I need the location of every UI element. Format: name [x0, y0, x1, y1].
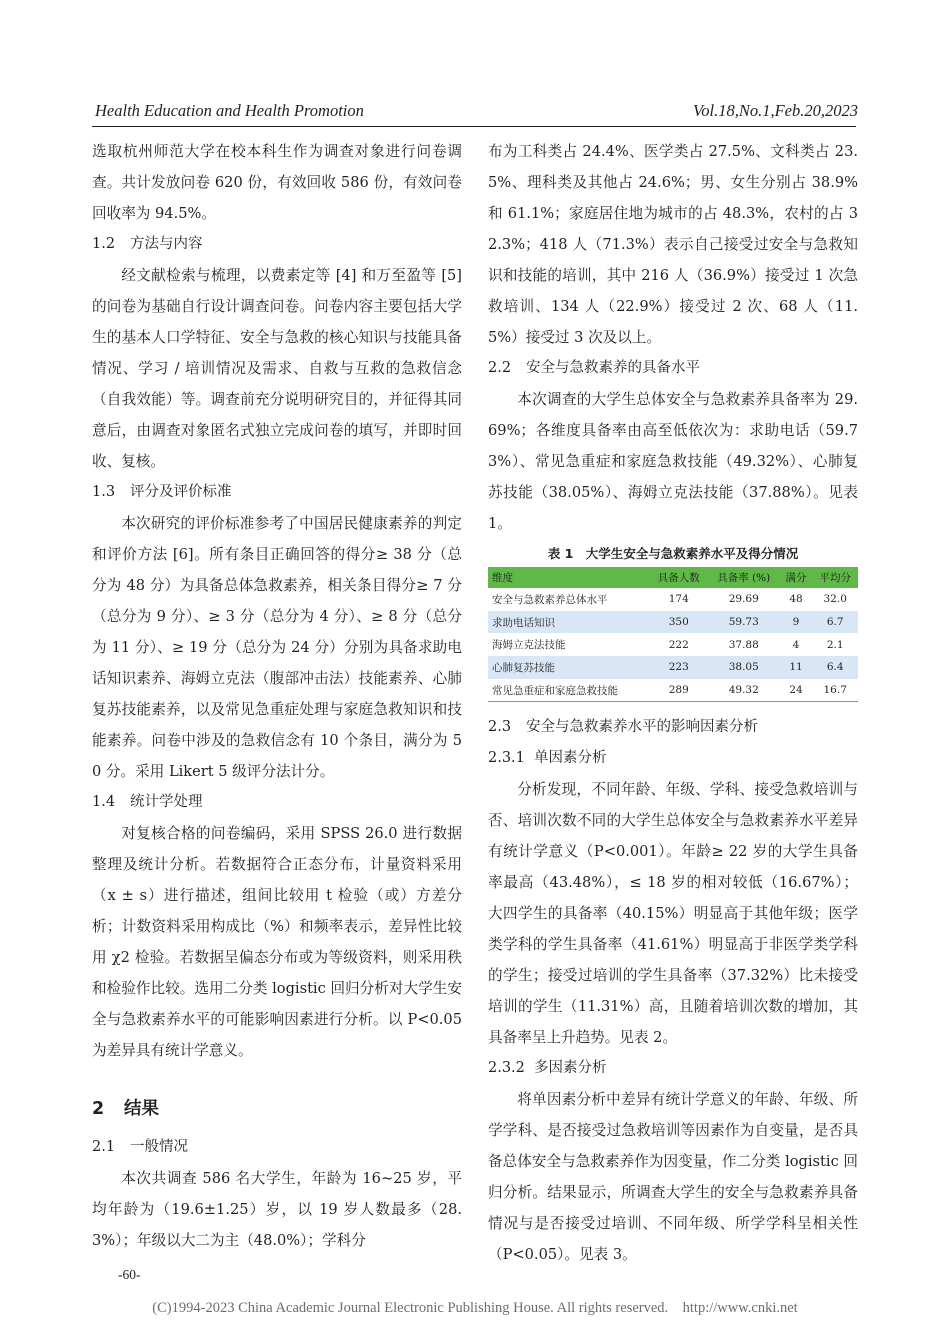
paragraph-statistics: 对复核合格的问卷编码，采用 SPSS 26.0 进行数据整理及统计分析。若数据符合正态分布，计量资料采用（x ± s）进行描述，组间比较用 t 检验（或）方差分析；计数资料采用构成比（%）和频率表示，差异性比较用 χ2 检验。若数据呈偏态分布或为等级资料，则采用秩和检验作比较。选用二分类 logistic 回归分析对大学生安全与急救素养水平的可能影响因素进行分析。以 P<0.05 为差异具有统计学意义。 [92, 825, 462, 1059]
section-heading-2-2: 2.2 安全与急救素养的具备水平 [488, 360, 700, 376]
table-header-cell: 满分 [780, 567, 813, 588]
table-header-row [488, 567, 858, 588]
table-header-cell: 具备率 (%) [708, 567, 780, 588]
section-heading-2: 2 结果 [92, 1099, 159, 1119]
table-cell: 安全与急救素养总体水平 [492, 593, 608, 606]
table-cell: 2.1 [826, 638, 844, 651]
right-column [488, 136, 858, 1270]
table-title: 表 1 大学生安全与急救素养水平及得分情况 [547, 546, 799, 561]
table-header-cell: 具备人数 [650, 567, 708, 588]
table-cell: 心肺复苏技能 [488, 656, 650, 679]
table-cell: 59.73 [708, 611, 780, 634]
table-cell: 49.32 [728, 684, 759, 697]
section-heading-1-4: 1.4 统计学处理 [92, 794, 203, 810]
table-cell: 174 [668, 593, 689, 606]
section-heading-2-3-1: 2.3.1 单因素分析 [488, 750, 607, 767]
table-cell: 37.88 [728, 638, 759, 651]
table-row [488, 611, 858, 634]
paragraph-literacy-level: 本次调查的大学生总体安全与急救素养具备率为 29.69%；各维度具备率由高至低依次为：求助电话（59.73%）、常见急重症和家庭急救技能（49.32%）、心肺复苏技能（38.05%）、海姆立克法技能（37.88%）。见表 1。 [488, 391, 858, 532]
paragraph-methods: 经文献检索与梳理，以费素定等 [4] 和万至盈等 [5] 的问卷为基础自行设计调查问卷。问卷内容主要包括大学生的基本人口学特征、安全与急救的核心知识与技能具备情况、学习 / 培训情况及需求、自救与互救的急救信念（自我效能）等。调查前充分说明研究目的，并征得其同意后，由调查对象匿名式独立完成问卷的填写，并即时回收、复核。 [92, 267, 462, 470]
running-header-volume: Vol.18,No.1,Feb.20,2023 [693, 101, 858, 120]
table-cell: 16.7 [823, 684, 847, 697]
table-cell: 4 [792, 638, 800, 651]
table-cell: 350 [650, 611, 708, 634]
data-table [488, 567, 858, 702]
running-header-journal: Health Education and Health Promotion [95, 101, 364, 120]
table-row [488, 679, 858, 702]
section-heading-1-2: 1.2 方法与内容 [92, 236, 203, 252]
table-cell: 11 [780, 656, 813, 679]
table-cell: 289 [668, 684, 689, 697]
copyright-footer: (C)1994-2023 China Academic Journal Electronic Publishing House. All rights reserved. http://www.cnki.net [152, 1300, 798, 1316]
table-row [488, 588, 858, 611]
header-rule [92, 126, 856, 127]
paragraph-intro: 选取杭州师范大学在校本科生作为调查对象进行问卷调查。共计发放问卷 620 份，有效回收 586 份，有效问卷回收率为 94.5%。 [92, 143, 462, 222]
table-cell: 6.4 [812, 656, 858, 679]
table-cell: 29.69 [728, 593, 759, 606]
table-cell: 求助电话知识 [488, 611, 650, 634]
table-cell: 6.7 [812, 611, 858, 634]
paragraph-univariate: 分析发现，不同年龄、年级、学科、接受急救培训与否、培训次数不同的大学生总体安全与急救素养水平差异有统计学意义（P<0.001）。年龄≥ 22 岁的大学生具备率最高（43.48%），≤ 18 岁的相对较低（16.67%）；大四学生的具备率（40.15%）明显高于其他年级；医学类学科的学生具备率（41.61%）明显高于非医学类学科的学生；接受过培训的学生具备率（37.32%）比未接受培训的学生（11.31%）高，且随着培训次数的增加，其具备率呈上升趋势。见表 2。 [488, 781, 858, 1047]
table-cell: 24 [789, 684, 803, 697]
paragraph-criteria: 本次研究的评价标准参考了中国居民健康素养的判定和评价方法 [6]。所有条目正确回答的得分≥ 38 分（总分为 48 分）为具备总体急救素养，相关条目得分≥ 7 分（总分为 9 分）、≥ 3 分（总分为 4 分）、≥ 8 分（总分为 11 分）、≥ 19 分（总分为 24 分）分别为具备求助电话知识素养、海姆立克法（腹部冲击法）技能素养、心肺复苏技能素养，以及常见急重症处理与家庭急救知识和技能素养。问卷中涉及的急救信念有 10 个条目，满分为 50 分。采用 Likert 5 级评分法计分。 [92, 515, 462, 780]
table-header-cell: 维度 [488, 567, 650, 588]
table-cell: 222 [668, 638, 689, 651]
table-cell: 32.0 [823, 593, 847, 606]
table-row [488, 633, 858, 656]
table-cell: 38.05 [708, 656, 780, 679]
table-cell: 9 [780, 611, 813, 634]
page-number: -60- [118, 1267, 141, 1282]
paragraph-multivariate: 将单因素分析中差异有统计学意义的年龄、年级、所学学科、是否接受过急救培训等因素作为自变量，是否具备总体安全与急救素养作为因变量，作二分类 logistic 回归分析。结果显示，所调查大学生的安全与急救素养具备情况与是否接受过培训、不同年级、所学学科呈相关性（P<0.05）。见表 3。 [488, 1091, 858, 1264]
table-cell: 常见急重症和家庭急救技能 [492, 684, 618, 697]
table-header-cell: 平均分 [812, 567, 858, 588]
table-row [488, 656, 858, 679]
section-heading-2-3: 2.3 安全与急救素养水平的影响因素分析 [488, 719, 758, 736]
paragraph-general-a: 本次共调查 586 名大学生，年龄为 16~25 岁，平均年龄为（19.6±1.25）岁，以 19 岁人数最多（28.3%）；年级以大二为主（48.0%）；学科分 [92, 1170, 462, 1249]
section-heading-2-1: 2.1 一般情况 [92, 1139, 188, 1155]
table-cell: 48 [789, 593, 803, 606]
left-column [92, 136, 462, 1256]
section-heading-2-3-2: 2.3.2 多因素分析 [488, 1060, 607, 1077]
table-cell: 223 [650, 656, 708, 679]
paragraph-general-b: 布为工科类占 24.4%、医学类占 27.5%、文科类占 23.5%、理科类及其他占 24.6%；男、女生分别占 38.9% 和 61.1%；家庭居住地为城市的占 48.3%，农村的占 32.3%；418 人（71.3%）表示自己接受过安全与急救知识和技能的培训，其中 216 人（36.9%）接受过 1 次急救培训、134 人（22.9%）接受过 2 次、68 人（11.5%）接受过 3 次及以上。 [488, 143, 858, 346]
table-cell: 海姆立克法技能 [492, 639, 566, 652]
section-heading-1-3: 1.3 评分及评价标准 [92, 484, 232, 500]
